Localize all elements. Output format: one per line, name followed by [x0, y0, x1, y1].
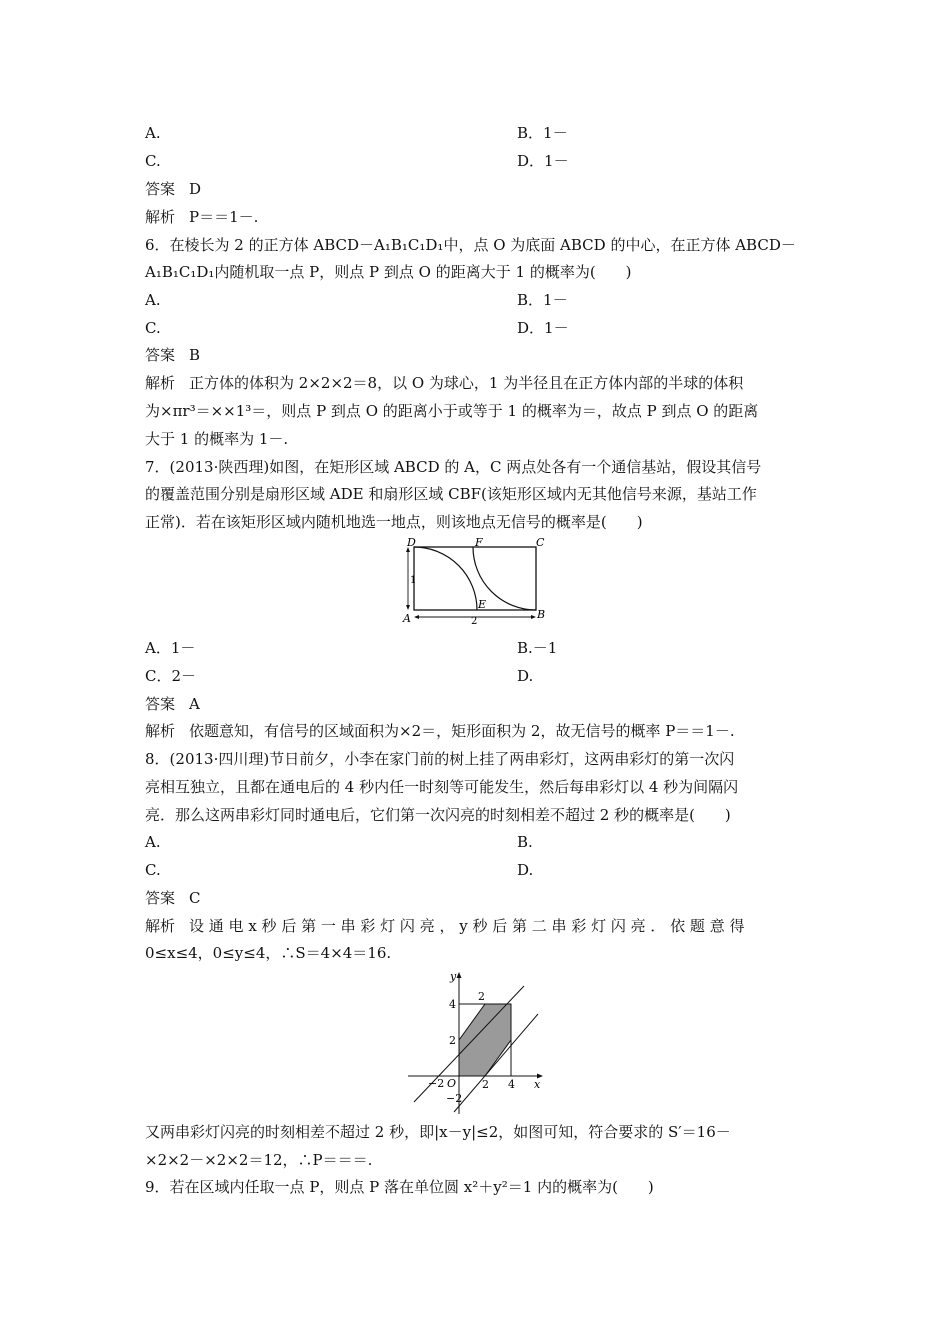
q5-option-c: C. [145, 152, 161, 170]
q5-analysis [145, 207, 258, 227]
label-2-xaxis: 2 [482, 1078, 489, 1091]
arrow-right [531, 615, 536, 619]
arc-de [414, 547, 477, 610]
shaded-region [459, 1004, 511, 1076]
analysis-label: 解析 [145, 722, 176, 740]
q7-stem-line1: 7．(2013·陕西理)如图，在矩形区域 ABCD 的 A，C 两点处各有一个通信基站，假设其信号 [145, 458, 762, 476]
answer-label: 答案 [145, 889, 176, 907]
q7-option-c: C．2－ [145, 667, 197, 685]
q7-option-b: B.－1 [517, 639, 558, 657]
answer-value: D [189, 180, 202, 198]
q8-conclusion-line2: ×2×2－×2×2＝12，∴P＝＝＝. [145, 1151, 373, 1169]
q8-analysis-line2: 0≤x≤4，0≤y≤4，∴S＝4×4＝16. [145, 944, 392, 962]
label-neg2-y: −2 [446, 1092, 463, 1105]
q6-option-b: B．1－ [517, 291, 568, 309]
q7-stem-line2: 的覆盖范围分别是扇形区域 ADE 和扇形区域 CBF(该矩形区域内无其他信号来源，基站工作 [145, 485, 757, 503]
label-side: 1 [410, 575, 417, 586]
label-2-left: 2 [449, 1034, 456, 1047]
label-e: E [478, 598, 487, 611]
label-4-xaxis: 4 [508, 1078, 515, 1091]
answer-value: A [189, 695, 200, 713]
label-f: F [475, 538, 483, 549]
label-d: D [407, 538, 416, 549]
label-y: y [450, 970, 457, 983]
label-4-top: 4 [449, 998, 456, 1011]
label-o: O [447, 1077, 457, 1090]
rectangle-sectors-figure [398, 538, 553, 626]
label-x: x [534, 1078, 541, 1091]
q6-analysis-line3: 大于 1 的概率为 1－. [145, 430, 289, 448]
rectangle-abcd [414, 547, 536, 610]
q8-option-a: A. [145, 833, 161, 851]
q6-option-c: C. [145, 319, 161, 337]
q7-analysis [145, 721, 735, 741]
q8-option-d: D. [517, 861, 534, 879]
label-2-top: 2 [478, 990, 485, 1003]
q8-option-b: B. [517, 833, 533, 851]
label-b: B [537, 608, 546, 621]
label-c: C [536, 538, 545, 549]
answer-label: 答案 [145, 695, 176, 713]
q7-option-d: D. [517, 667, 534, 685]
analysis-text: 依题意知，有信号的区域面积为×2＝，矩形面积为 2，故无信号的概率 P＝＝1－. [189, 722, 735, 740]
q6-stem-line2: A₁B₁C₁D₁内随机取一点 P，则点 P 到点 O 的距离大于 1 的概率为( ) [145, 263, 632, 281]
q9-stem: 9．若在区域内任取一点 P，则点 P 落在单位圆 x²＋y²＝1 内的概率为( ) [145, 1178, 654, 1196]
analysis-text: 设 通 电 x 秒 后 第 一 串 彩 灯 闪 亮 ， y 秒 后 第 二 串 彩 灯 闪 亮 ． 依 题 意 得 [189, 917, 745, 935]
q7-option-a: A．1－ [145, 639, 196, 657]
analysis-text: P＝＝1－. [189, 208, 259, 226]
q5-option-d: D．1－ [517, 152, 569, 170]
q6-analysis-line2: 为×πr³＝××1³＝，则点 P 到点 O 的距离小于或等于 1 的概率为＝，故点 P 到点 O 的距离 [145, 402, 759, 420]
answer-label: 答案 [145, 346, 176, 364]
q8-conclusion-line1: 又两串彩灯闪亮的时刻相差不超过 2 秒，即|x－y|≤2，如图可知，符合要求的 S′＝16－ [145, 1123, 731, 1141]
q6-option-a: A. [145, 291, 161, 309]
analysis-label: 解析 [145, 208, 176, 226]
q7-answer [145, 694, 200, 714]
q6-answer [145, 345, 200, 365]
q5-option-b: B．1－ [517, 124, 568, 142]
q6-stem-line1: 6．在棱长为 2 的正方体 ABCD－A₁B₁C₁D₁中，点 O 为底面 ABCD 的中心，在正方体 ABCD－ [145, 236, 796, 254]
answer-value: C [189, 889, 201, 907]
q8-analysis-line1 [145, 916, 744, 936]
label-bottom: 2 [471, 616, 478, 626]
q6-option-d: D．1－ [517, 319, 569, 337]
q8-answer [145, 888, 201, 908]
analysis-label: 解析 [145, 374, 176, 392]
q7-stem-line3: 正常)．若在该矩形区域内随机地选一地点，则该地点无信号的概率是( ) [145, 513, 643, 531]
q6-analysis-line1 [145, 373, 743, 393]
answer-value: B [189, 346, 201, 364]
q8-stem-line2: 亮相互独立，且都在通电后的 4 秒内任一时刻等可能发生，然后每串彩灯以 4 秒为间隔闪 [145, 778, 739, 796]
q8-option-c: C. [145, 861, 161, 879]
probability-region-figure [398, 966, 548, 1116]
arrow-down [406, 605, 410, 610]
q5-option-a: A. [145, 124, 161, 142]
y-axis-arrow [457, 972, 462, 978]
arrow-left [414, 615, 419, 619]
analysis-label: 解析 [145, 917, 176, 935]
q8-stem-line3: 亮．那么这两串彩灯同时通电后，它们第一次闪亮的时刻相差不超过 2 秒的概率是( ) [145, 806, 731, 824]
answer-label: 答案 [145, 180, 176, 198]
q8-stem-line1: 8．(2013·四川理)节日前夕，小李在家门前的树上挂了两串彩灯，这两串彩灯的第一次闪 [145, 750, 735, 768]
label-neg2-x: −2 [428, 1077, 445, 1090]
analysis-text: 正方体的体积为 2×2×2＝8，以 O 为球心，1 为半径且在正方体内部的半球的体积 [189, 374, 744, 392]
q5-answer [145, 179, 201, 199]
label-a: A [403, 612, 411, 625]
